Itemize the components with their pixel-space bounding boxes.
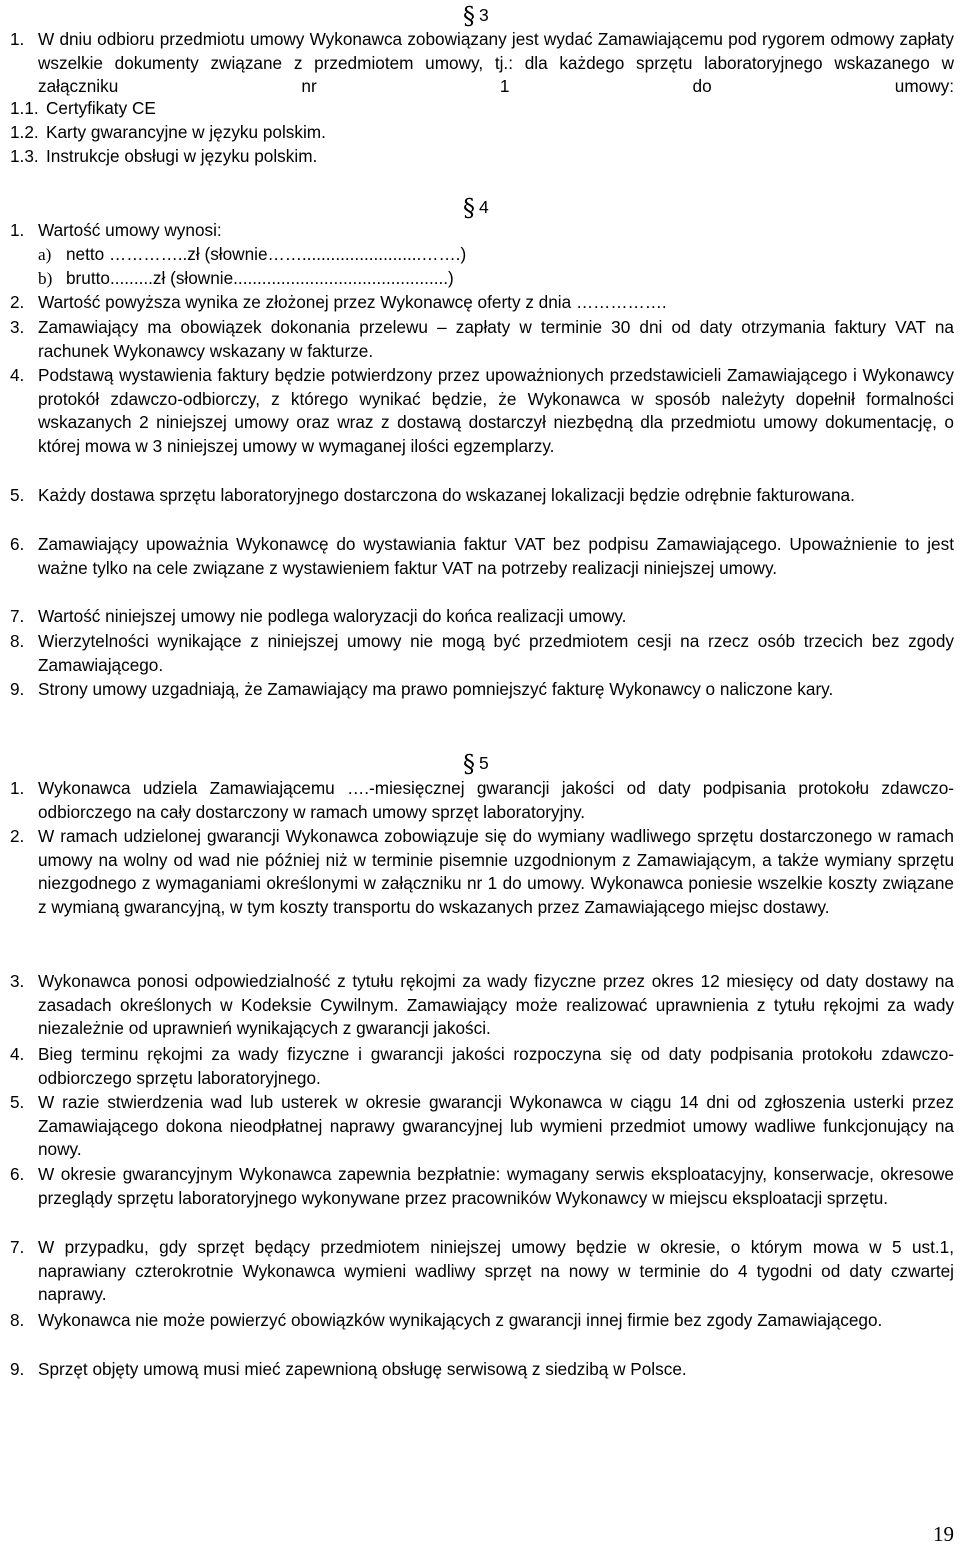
s4-item-4: 4. Podstawą wystawienia faktury będzie potwierdzony przez upoważnionych przedstawicieli Zamawiającego i Wykonawcy protokół zdawczo-odbiorczy, z którego wynikać będzie, że Wykonawca w sposób należyty dopełnił formalności wskazanych 2 niniejszej umowy oraz wraz z dostawą dostarczył niezbędną dla przedmiotu umowy dokumentację, o której mowa w 3 niniejszej umowy w wymaganej ilości egzemplarzy. [10,365,954,456]
section-sign-icon: § [463,194,475,222]
s4-item-9: 9. Strony umowy uzgadniają, że Zamawiający ma prawo pomniejszyć fakturę Wykonawcy o naliczone kary. [10,679,834,699]
s5-item-2: 2. W ramach udzielonej gwarancji Wykonawca zobowiązuje się do wymiany wadliwego sprzętu dostarczonego w ramach umowy na wolny od wad nie później niż w terminie pisemnie uzgodnionym z Zamawiającym, a także wymiany sprzętu niezgodnego z wymaganiami określonymi w załączniku nr 1 do umowy. Wykonawca poniesie wszelkie koszty związane z wymianą gwarancyjną, w tym koszty transportu do wskazanych przez Zamawiającego miejsc dostawy. [10,826,954,917]
s5-item-3: 3. Wykonawca ponosi odpowiedzialność z tytułu rękojmi za wady fizyczne przez okres 12 miesięcy od daty dostawy na zasadach określonych w Kodeksie Cywilnym. Zamawiający może realizować uprawnienia z tytułu rękojmi za wady niezależnie od uprawnień wynikających z gwarancji jakości. [10,971,954,1038]
s4-item-1: 1. Wartość umowy wynosi: [10,220,222,240]
s4-brutto: b) brutto.........zł (słownie.............................................) [38,268,454,288]
s5-item-4: 4. Bieg terminu rękojmi za wady fizyczne i gwarancji jakości rozpoczyna się od daty podpisania protokołu zdawczo-odbiorczego sprzętu laboratoryjnego. [10,1044,954,1088]
s3-item-1: 1. W dniu odbioru przedmiotu umowy Wykonawca zobowiązany jest wydać Zamawiającemu pod rygorem odmowy zapłaty wszelkie dokumenty związane z przedmiotem umowy, tj.: dla każdego sprzętu laboratoryjnego wskazanego w załączniku nr 1 do umowy: [10,29,954,96]
s5-item-6: 6. W okresie gwarancyjnym Wykonawca zapewnia bezpłatnie: wymagany serwis eksploatacyjny, konserwacje, okresowe przeglądy sprzętu laboratoryjnego wykonywane przez pracowników Wykonawcy w miejscu eksploatacji sprzętu. [10,1164,954,1208]
s4-item-8: 8. Wierzytelności wynikające z niniejszej umowy nie mogą być przedmiotem cesji na rzecz osób trzecich bez zgody Zamawiającego. [10,631,954,675]
s4-item-2: 2. Wartość powyższa wynika ze złożonej przez Wykonawcę oferty z dnia ……………. [10,292,667,312]
section-4-heading: § 4 [463,194,489,222]
s5-item-9: 9. Sprzęt objęty umową musi mieć zapewnioną obsługę serwisową z siedzibą w Polsce. [10,1359,687,1379]
s4-item-5: 5. Każdy dostawa sprzętu laboratoryjnego dostarczona do wskazanej lokalizacji będzie odrębnie fakturowana. [10,485,855,505]
s4-item-3: 3. Zamawiający ma obowiązek dokonania przelewu – zapłaty w terminie 30 dni od daty otrzymania faktury VAT na rachunek Wykonawcy wskazany w fakturze. [10,317,954,361]
s4-netto: a) netto …………..zł (słownie…….........................…….) [38,244,467,264]
section-3-heading: § 3 [463,2,489,30]
section-sign-icon: § [463,2,475,30]
section-5-heading: § 5 [463,750,489,778]
section-sign-icon: § [463,750,475,778]
s3-subitem-1-1: 1.1. Certyfikaty CE [10,98,156,118]
s4-item-7: 7. Wartość niniejszej umowy nie podlega waloryzacji do końca realizacji umowy. [10,606,627,626]
s4-item-6: 6. Zamawiający upoważnia Wykonawcę do wystawiania faktur VAT bez podpisu Zamawiającego. Upoważnienie to jest ważne tylko na cele związane z wystawieniem faktur VAT na potrzeby realizacji niniejszej umowy. [10,534,954,578]
s5-item-5: 5. W razie stwierdzenia wad lub usterek w okresie gwarancji Wykonawca w ciągu 14 dni od zgłoszenia usterki przez Zamawiającego dokona nieodpłatnej naprawy gwarancyjnej lub wymieni przedmiot umowy wadliwe funkcjonujący na nowy. [10,1092,954,1159]
s5-item-7: 7. W przypadku, gdy sprzęt będący przedmiotem niniejszej umowy będzie w okresie, o którym mowa w 5 ust.1, naprawiany czterokrotnie Wykonawca wymieni wadliwy sprzęt na nowy w terminie do 4 tygodni od daty czwartej naprawy. [10,1237,954,1304]
s3-subitem-1-3: 1.3. Instrukcje obsługi w języku polskim. [10,146,318,166]
s5-item-8: 8. Wykonawca nie może powierzyć obowiązków wynikających z gwarancji innej firmie bez zgody Zamawiającego. [10,1310,883,1330]
page-number: 19 [933,1522,954,1546]
s3-subitem-1-2: 1.2. Karty gwarancyjne w języku polskim. [10,122,326,142]
s5-item-1: 1. Wykonawca udziela Zamawiającemu ….-miesięcznej gwarancji jakości od daty podpisania protokołu zdawczo-odbiorczego na cały dostarczony w ramach umowy sprzęt laboratoryjny. [10,778,954,822]
